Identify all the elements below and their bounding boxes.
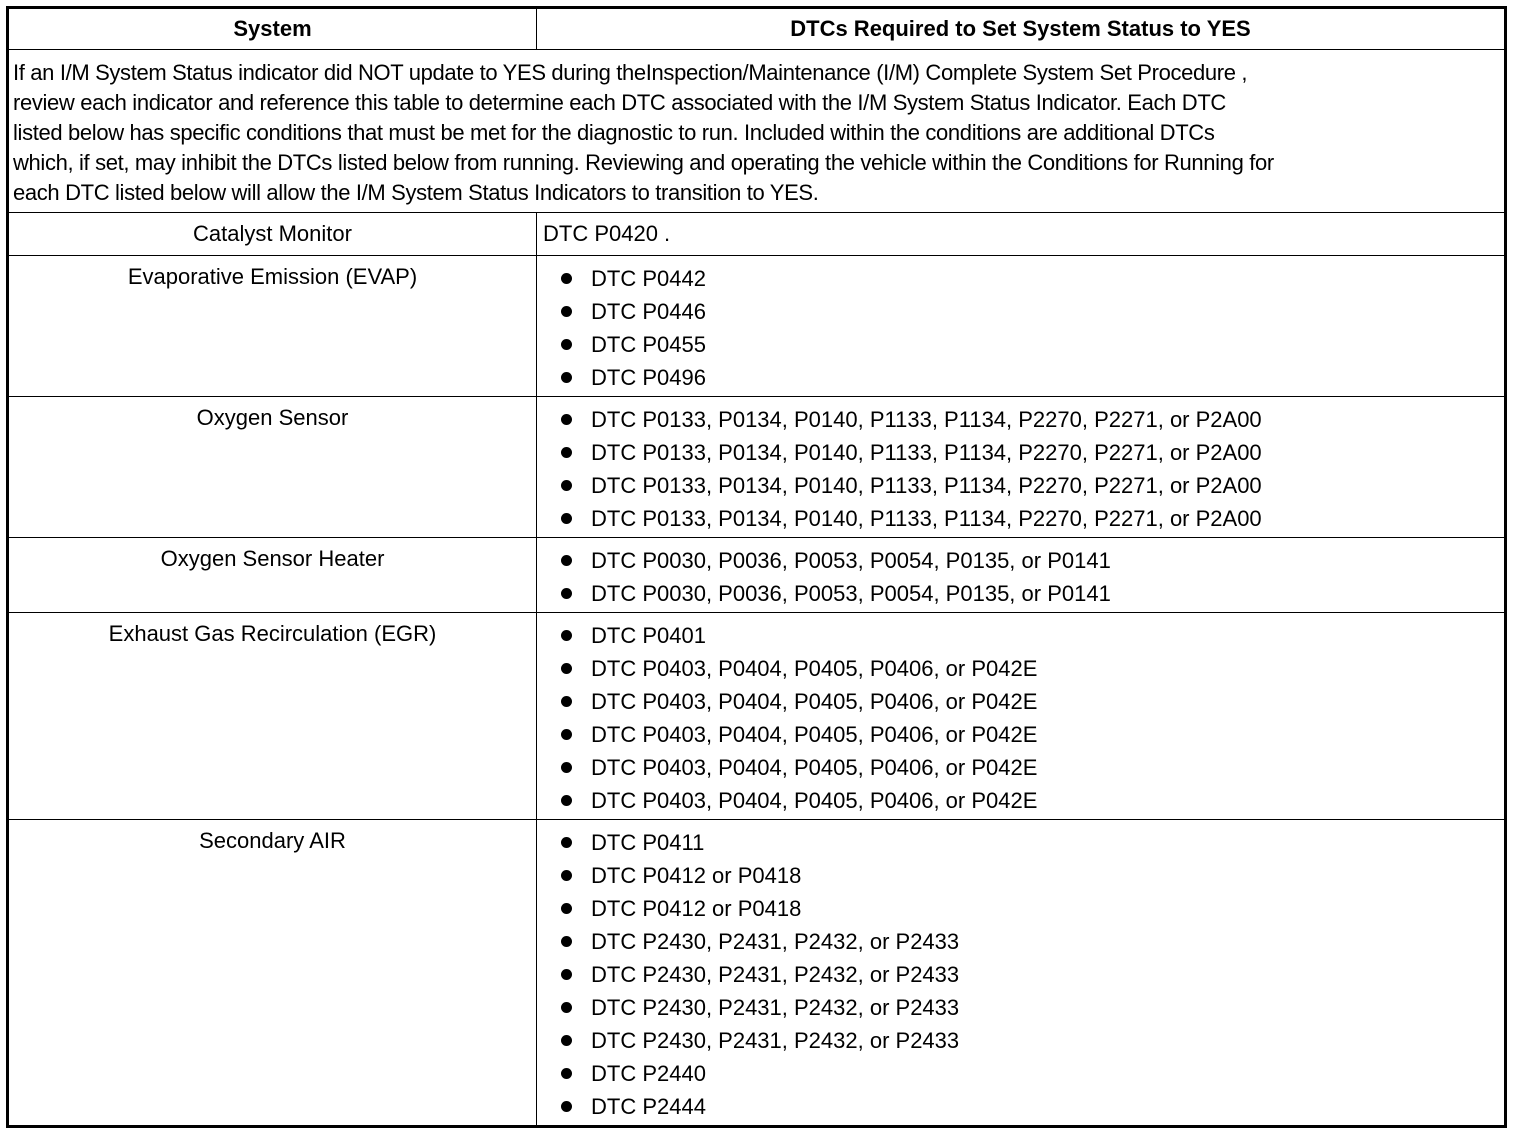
dtc-cell bbox=[537, 613, 1506, 820]
dtc-list-item: DTC P2430, P2431, P2432, or P2433 bbox=[559, 991, 1504, 1024]
dtc-list-item: DTC P0496 bbox=[559, 361, 1504, 394]
dtc-list-item: DTC P0446 bbox=[559, 295, 1504, 328]
table-row bbox=[8, 820, 1506, 1127]
system-cell bbox=[8, 613, 537, 820]
system-name: Secondary AIR bbox=[199, 828, 346, 853]
dtc-list-item: DTC P0412 or P0418 bbox=[559, 859, 1504, 892]
system-cell bbox=[8, 820, 537, 1127]
dtc-list-item: DTC P0030, P0036, P0053, P0054, P0135, or P0141 bbox=[559, 577, 1504, 610]
table-row bbox=[8, 538, 1506, 613]
table-row bbox=[8, 613, 1506, 820]
table-row bbox=[8, 256, 1506, 397]
system-name: Evaporative Emission (EVAP) bbox=[127, 264, 418, 289]
intro-paragraph bbox=[8, 50, 1506, 213]
dtc-list-item: DTC P2440 bbox=[559, 1057, 1504, 1090]
intro-line: listed below has specific conditions that must be met for the diagnostic to run. Included within the conditions are additional DTCs bbox=[13, 120, 1215, 145]
dtc-list bbox=[537, 397, 1504, 537]
dtc-list-item: DTC P0403, P0404, P0405, P0406, or P042E bbox=[559, 685, 1504, 718]
dtc-list-item: DTC P0403, P0404, P0405, P0406, or P042E bbox=[559, 784, 1504, 817]
intro-line: each DTC listed below will allow the I/M System Status Indicators to transition to YES. bbox=[13, 180, 819, 205]
dtc-list-item: DTC P2430, P2431, P2432, or P2433 bbox=[559, 958, 1504, 991]
system-name: Oxygen Sensor bbox=[196, 405, 349, 430]
dtc-cell bbox=[537, 538, 1506, 613]
dtc-cell bbox=[537, 820, 1506, 1127]
dtc-list-item: DTC P0030, P0036, P0053, P0054, P0135, or P0141 bbox=[559, 544, 1504, 577]
intro-line: If an I/M System Status indicator did NOT update to YES during theInspection/Maintenance (I/M) Complete System Set Procedure , bbox=[13, 60, 1248, 85]
dtc-list-item: DTC P0133, P0134, P0140, P1133, P1134, P2270, P2271, or P2A00 bbox=[559, 502, 1504, 535]
table-row bbox=[8, 213, 1506, 256]
dtc-list-item: DTC P0412 or P0418 bbox=[559, 892, 1504, 925]
dtc-list bbox=[537, 256, 1504, 396]
system-cell bbox=[8, 256, 537, 397]
dtc-cell bbox=[537, 397, 1506, 538]
dtc-list-item: DTC P0411 bbox=[559, 826, 1504, 859]
dtc-list-item: DTC P2430, P2431, P2432, or P2433 bbox=[559, 925, 1504, 958]
dtc-list-item: DTC P0403, P0404, P0405, P0406, or P042E bbox=[559, 718, 1504, 751]
dtc-list-item: DTC P0133, P0134, P0140, P1133, P1134, P2270, P2271, or P2A00 bbox=[559, 436, 1504, 469]
system-name: Catalyst Monitor bbox=[193, 221, 352, 246]
dtc-list-item: DTC P0403, P0404, P0405, P0406, or P042E bbox=[559, 751, 1504, 784]
dtc-cell bbox=[537, 256, 1506, 397]
header-row bbox=[8, 8, 1506, 50]
dtc-list bbox=[537, 538, 1504, 612]
system-name: Exhaust Gas Recirculation (EGR) bbox=[108, 621, 437, 646]
header-dtcs: DTCs Required to Set System Status to YES bbox=[537, 8, 1506, 50]
dtc-list-item: DTC P0133, P0134, P0140, P1133, P1134, P2270, P2271, or P2A00 bbox=[559, 403, 1504, 436]
intro-line: review each indicator and reference this table to determine each DTC associated with the I/M System Status Indicator. Each DTC bbox=[13, 90, 1226, 115]
system-cell bbox=[8, 397, 537, 538]
dtc-list-item: DTC P0403, P0404, P0405, P0406, or P042E bbox=[559, 652, 1504, 685]
intro-line: which, if set, may inhibit the DTCs listed below from running. Reviewing and operating the vehicle within the Conditions for Running for bbox=[13, 150, 1274, 175]
table-row bbox=[8, 397, 1506, 538]
intro-row bbox=[8, 50, 1506, 213]
header-system: System bbox=[8, 8, 537, 50]
dtc-list-item: DTC P0133, P0134, P0140, P1133, P1134, P2270, P2271, or P2A00 bbox=[559, 469, 1504, 502]
dtc-list bbox=[537, 820, 1504, 1125]
dtc-list-item: DTC P2430, P2431, P2432, or P2433 bbox=[559, 1024, 1504, 1057]
dtc-cell: DTC P0420 . bbox=[537, 213, 1506, 256]
system-cell bbox=[8, 213, 537, 256]
dtc-list-item: DTC P0401 bbox=[559, 619, 1504, 652]
dtc-system-status-table bbox=[6, 6, 1507, 1128]
dtc-list-item: DTC P0455 bbox=[559, 328, 1504, 361]
system-cell bbox=[8, 538, 537, 613]
dtc-list-item: DTC P0442 bbox=[559, 262, 1504, 295]
dtc-list-item: DTC P2444 bbox=[559, 1090, 1504, 1123]
system-name: Oxygen Sensor Heater bbox=[160, 546, 385, 571]
dtc-list bbox=[537, 613, 1504, 819]
